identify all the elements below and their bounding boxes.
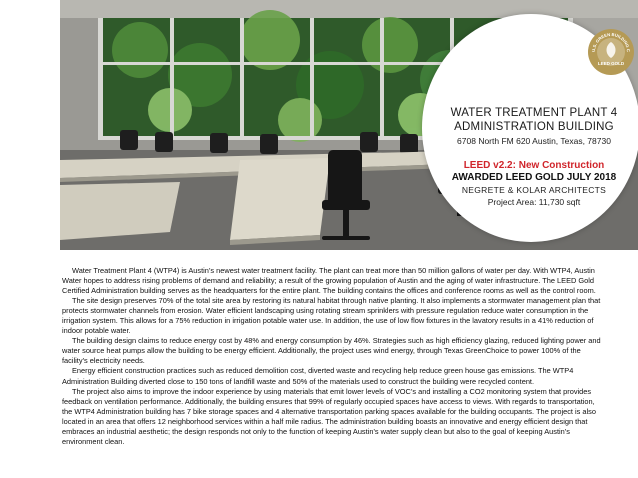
architect-name: NEGRETE & KOLAR ARCHITECTS	[461, 185, 607, 195]
paragraph-overview: Water Treatment Plant 4 (WTP4) is Austin’s newest water treatment facility. The plant can treat more than 50 million gallons of water per day. With WTP4, Austin Water hopes to address rising problems of demand and reliability; a result of the growing population of Austin and the aging of water infrastructure. The LEED Gold Certified Administration building serves as the headquarters for the entire plant. The building contains the offices and conference rooms as well as the control room.	[62, 266, 596, 296]
leed-gold-seal-icon	[587, 28, 635, 76]
building-address: 6708 North FM 620 Austin, Texas, 78730	[457, 136, 611, 146]
paragraph-indoor-experience: The project also aims to improve the indoor experience by using materials that emit lower levels of VOC’s and installing a CO2 monitoring system that provides feedback on ventilation performance. Additionally, the building ensures that 99% of regularly occupied spaces have access to views. With regards to transportation, the WTP4 Administration building has 7 bike storage spaces and 4 alternative transportation parking spaces available for the building occupants. The project is also located in an area that offers 12 neighborhood services within a half mile radius. The administration building boasts an innovative and energy efficient design that embraces an industrial aesthetic; the design responds not only to the function of keeping Austin’s water supply clean but also to the goal of keeping Austin’s environment clean.	[62, 386, 596, 446]
svg-text:LEED GOLD: LEED GOLD	[597, 61, 625, 66]
building-title-line2: ADMINISTRATION BUILDING	[454, 121, 614, 133]
leed-certification: LEED v2.2: New Construction	[463, 160, 605, 171]
paragraph-construction: Energy efficient construction practices such as reduced demolition cost, diverted waste and recycling help reduce green house gas emissions. The WTP4 Administration Building diverted close to 150 tons of landfill waste and 50% of the materials used to construct the building were recycled content.	[62, 366, 574, 386]
paragraph-energy: The building design claims to reduce energy cost by 48% and energy consumption by 46%. Strategies such as high efficiency glazing, reduced lighting power and water source heat pumps allow the building to be energy efficient. Additionally, the project uses wind energy, through Texas GreenChoice to power 100% of the facility’s electricity needs.	[62, 336, 601, 366]
building-title-line1: WATER TREATMENT PLANT 4	[450, 107, 618, 119]
paragraph-site-design: The site design preserves 70% of the total site area by restoring its natural habitat through native planting. It also implements a stormwater management plan that protects stormwater channels from erosion. Water efficient landscaping using rotating stream sprinklers with pressure regulation reduce water consumption in the irrigation system. This allows for a 75% reduction in irrigation potable water use. In addition, the use of low flow fixtures in the lavatory results in a 41% reduction of indoor potable water.	[62, 296, 601, 336]
project-description	[62, 266, 602, 447]
svg-text:U.S. GREEN BUILDING COUNCIL: U.S. GREEN BUILDING C	[590, 31, 632, 53]
project-area: Project Area: 11,730 sqft	[487, 197, 581, 207]
leed-award: AWARDED LEED GOLD JULY 2018	[451, 172, 617, 183]
